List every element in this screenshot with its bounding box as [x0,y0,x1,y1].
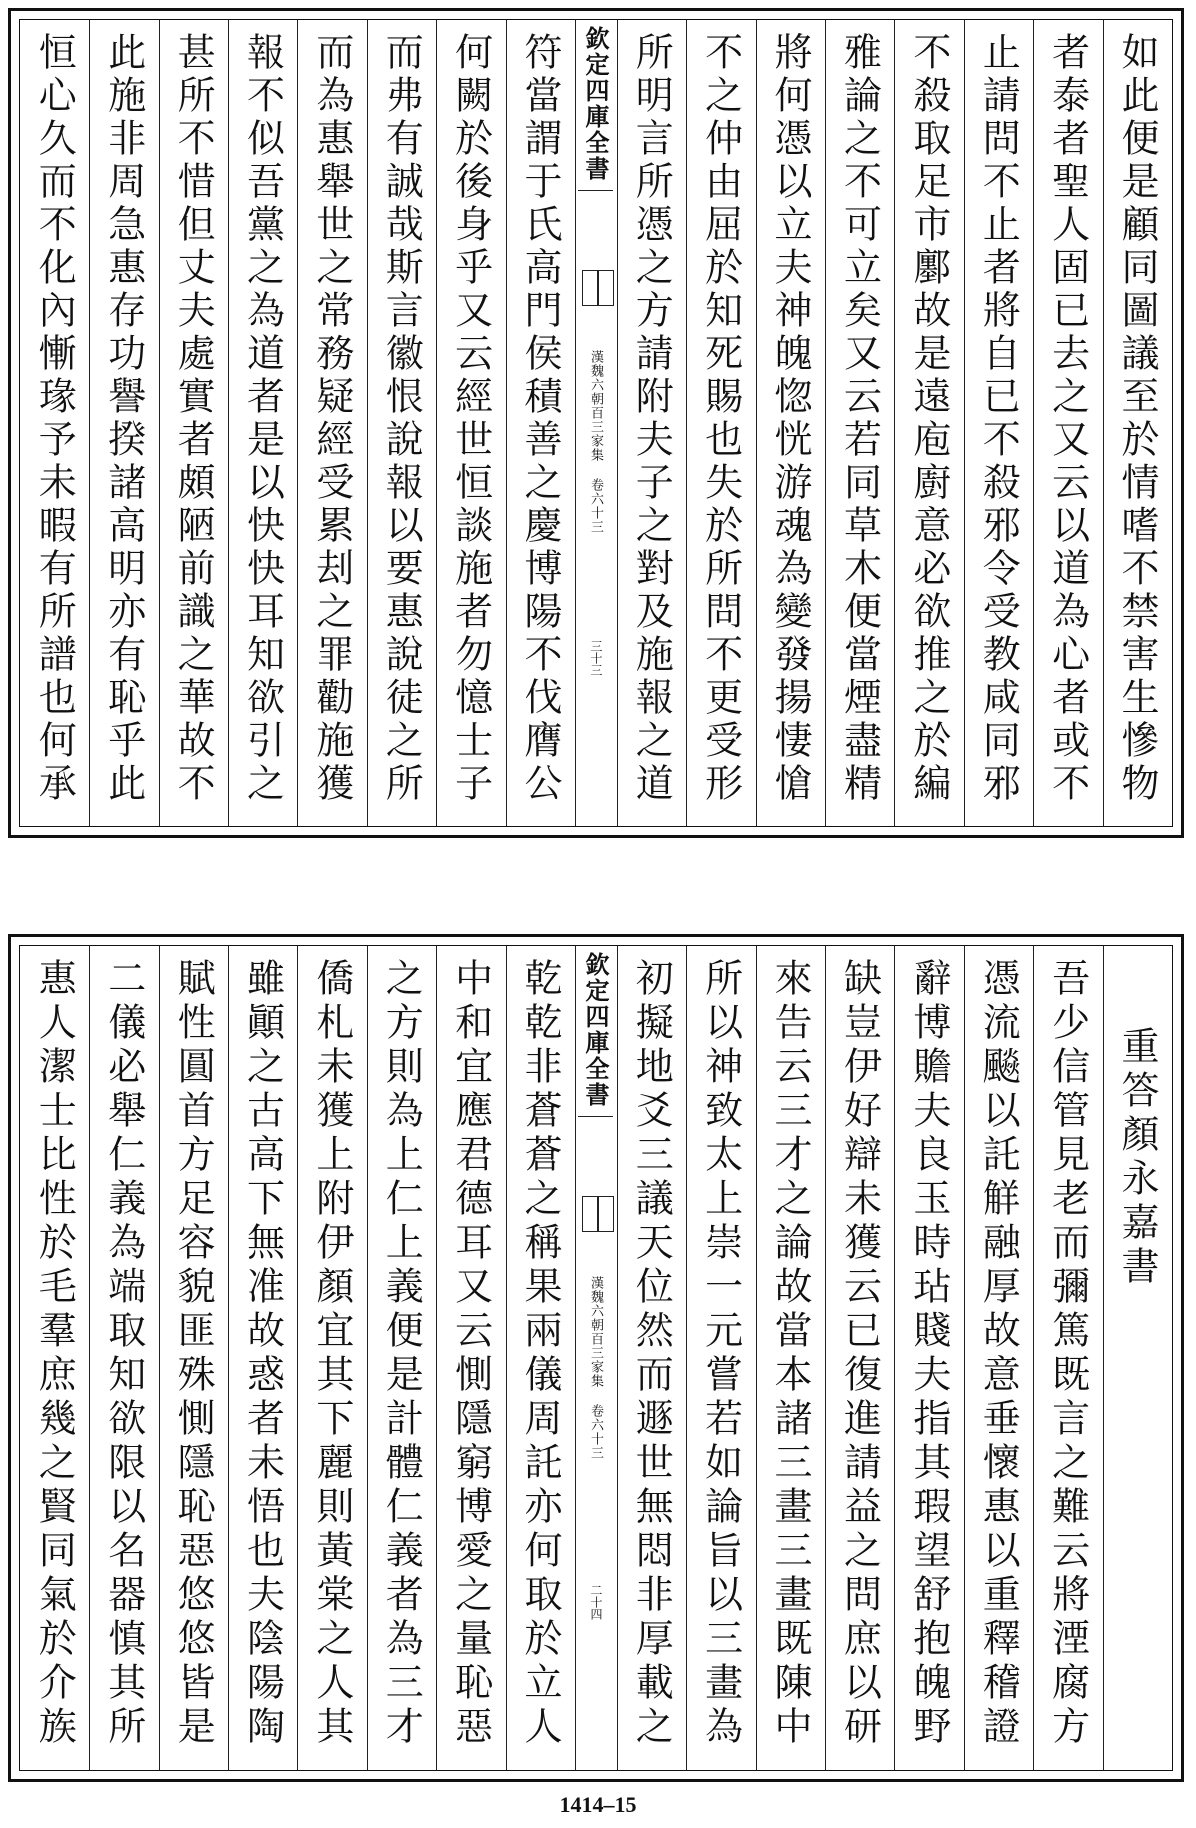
center-fold-strip [575,20,617,826]
fold-page-number: 二十四 [589,1584,604,1620]
fold-title: 欽定四庫全書 [578,26,613,191]
top-page [8,8,1184,838]
fold-source-title: 漢魏六朝百三家集 [588,1276,604,1388]
text-column: 甚所不惜但丈夫處實者頗陋前識之華故不 [159,20,228,826]
text-column: 此施非周急惠存功譽揆諸高明亦有恥乎此 [89,20,158,826]
text-column: 恒心久而不化內慚瑑予未暇有所譜也何承 [32,32,77,806]
text-column: 乾乾非蒼蒼之稱果兩儀周託亦何取於立人 [506,946,575,1770]
text-column: 止請問不止者將自已不殺邪令受教咸同邪 [964,20,1033,826]
fishtail-mark-icon [582,270,614,306]
center-fold-strip [575,946,617,1770]
text-column: 雖顚之古高下無准故惑者未悟也夫陰陽陶 [228,946,297,1770]
text-column: 所以神致太上崇一元嘗若如論旨以三畫為 [686,946,755,1770]
text-column: 而弗有誠哉斯言徽恨說報以要惠說徒之所 [367,20,436,826]
text-column: 初擬地爻三議天位然而遯世無悶非厚載之 [617,946,686,1770]
fold-source [586,1276,605,1460]
text-column: 報不似吾黨之為道者是以快快耳知欲引之 [228,20,297,826]
bottom-page-frame [19,945,1173,1771]
text-column: 何闕於後身乎又云經世恒談施者勿憶士子 [436,20,505,826]
bottom-text-columns [20,946,1172,1770]
fold-volume: 卷六十三 [588,478,604,534]
text-column: 所明言所憑之方請附夫子之對及施報之道 [617,20,686,826]
text-column: 憑流飈以託觧融厚故意垂懷惠以重釋稽證 [964,946,1033,1770]
fold-page-number: 三十三 [589,640,604,676]
text-column: 者泰者聖人固已去之又云以道為心者或不 [1033,20,1102,826]
fold-source-title: 漢魏六朝百三家集 [588,350,604,462]
fold-volume: 卷六十三 [588,1404,604,1460]
fishtail-mark-icon [582,1196,614,1232]
text-column: 不之仲由屈於知死賜也失於所問不更受形 [686,20,755,826]
text-column: 符當謂于氏高門侯積善之慶博陽不伐膺公 [506,20,575,826]
bottom-page [8,934,1184,1782]
text-column: 如此便是顧同圖議至於情嗜不禁害生慘物 [1103,20,1172,826]
fold-title: 欽定四庫全書 [578,952,613,1117]
text-column: 不殺取足市鄽故是遠庖廚意必欲推之於編 [894,20,963,826]
text-column: 缺豈伊好辯未獲云已復進請益之問庶以研 [825,946,894,1770]
text-column: 來告云三才之論故當本諸三畫三畫既陳中 [756,946,825,1770]
text-column: 之方則為上仁上義便是計體仁義者為三才 [367,946,436,1770]
text-column: 二儀必舉仁義為端取知欲限以名器慎其所 [89,946,158,1770]
text-column: 惠人潔士比性於毛羣庶幾之賢同氣於介族 [32,958,77,1750]
top-page-frame [19,19,1173,827]
text-column: 中和宜應君德耳又云惻隱窮博愛之量恥惡 [436,946,505,1770]
top-text-columns [20,20,1172,826]
folio-page-number: 1414–15 [559,1792,637,1817]
text-column: 辭博贍夫良玉時玷賤夫指其瑕望舒抱魄野 [894,946,963,1770]
text-column: 賦性圓首方足容貌匪殊惻隱恥惡悠悠皆是 [159,946,228,1770]
text-column: 僑札未獲上附伊顏宜其下麗則黃棠之人其 [297,946,366,1770]
letter-title: 重答顏永嘉書 [1103,946,1172,1770]
text-column: 雅論之不可立矣又云若同草木便當煙盡精 [825,20,894,826]
text-column: 將何憑以立夫神魄惚恍游魂為變發揚悽愴 [756,20,825,826]
text-column: 而為惠舉世之常務疑經受累刦之罪勸施獲 [297,20,366,826]
text-column: 吾少信管見老而彌篤既言之難云將湮腐方 [1033,946,1102,1770]
fold-source [586,350,605,534]
